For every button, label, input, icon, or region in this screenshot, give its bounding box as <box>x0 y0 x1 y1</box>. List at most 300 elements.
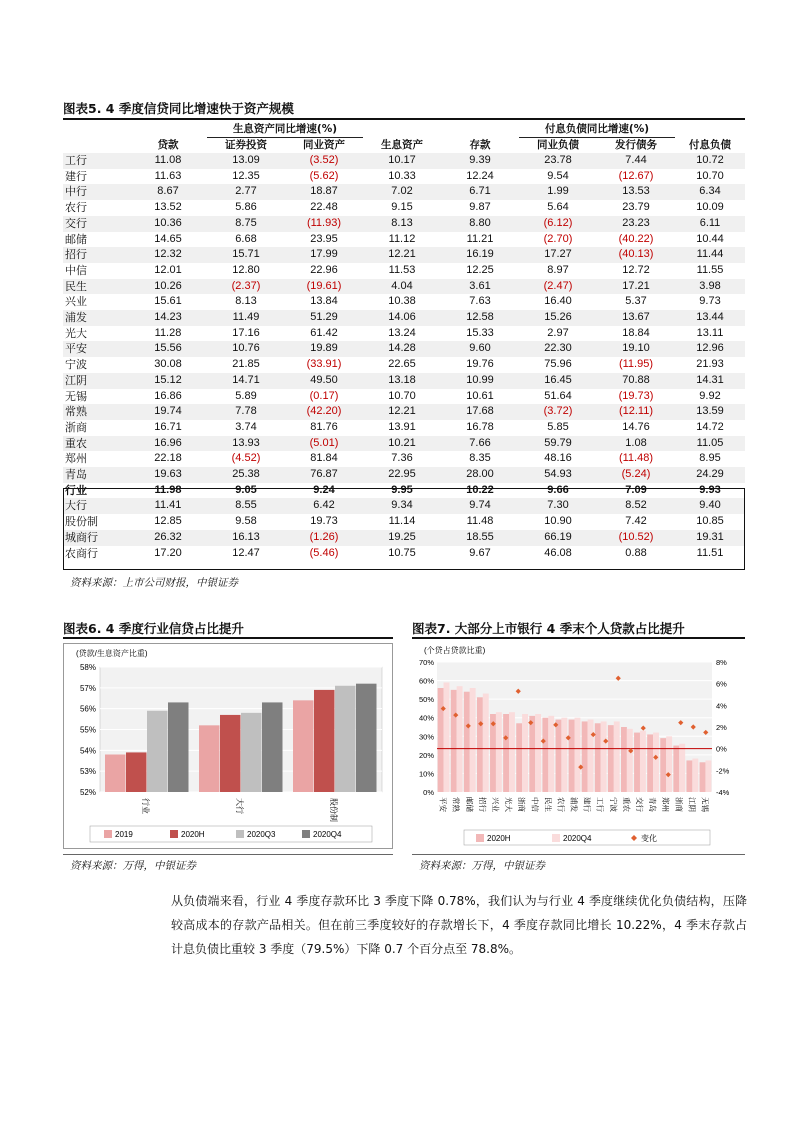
bank-name: 中信 <box>63 263 129 279</box>
table-row <box>63 247 745 263</box>
table-cell: 19.63 <box>129 467 207 483</box>
table-cell: 11.41 <box>129 498 207 514</box>
table-cell: 12.21 <box>363 247 441 263</box>
legend-swatch <box>552 834 560 842</box>
summary-box <box>63 488 745 570</box>
table-cell: 13.11 <box>675 326 745 342</box>
table-row <box>63 357 745 373</box>
bank-name: 行业 <box>63 483 129 499</box>
x-tick-label: 重农 <box>621 797 631 812</box>
table-cell: 16.78 <box>441 420 519 436</box>
table-cell: 9.66 <box>519 483 597 499</box>
table-cell: (5.01) <box>285 436 363 452</box>
bar <box>640 731 646 792</box>
bar <box>634 733 640 792</box>
table-cell: (0.17) <box>285 389 363 405</box>
table-cell: 59.79 <box>519 436 597 452</box>
table-cell: 13.91 <box>363 420 441 436</box>
table-cell: (40.22) <box>597 232 675 248</box>
table-cell: (1.26) <box>285 530 363 546</box>
table-cell: (11.48) <box>597 451 675 467</box>
table-cell: 18.87 <box>285 184 363 200</box>
table-cell: 11.05 <box>675 436 745 452</box>
bar <box>608 725 614 792</box>
table-cell: 16.71 <box>129 420 207 436</box>
table-cell: 17.16 <box>207 326 285 342</box>
x-tick-label: 农行 <box>556 797 566 812</box>
legend-label: 2019 <box>115 830 133 839</box>
bar <box>588 720 594 792</box>
legend-label: 2020H <box>487 834 511 843</box>
y-tick-label: 56% <box>79 704 96 714</box>
table-cell: 11.98 <box>129 483 207 499</box>
bar <box>686 760 692 792</box>
table-cell: 76.87 <box>285 467 363 483</box>
table-cell: 6.34 <box>675 184 745 200</box>
x-tick-label: 招行 <box>477 797 487 812</box>
table-cell: 7.66 <box>441 436 519 452</box>
table-cell: 5.64 <box>519 200 597 216</box>
table-cell: (11.95) <box>597 357 675 373</box>
table-cell: 9.39 <box>441 153 519 169</box>
table-cell: 11.48 <box>441 514 519 530</box>
figure6-svg <box>64 644 394 850</box>
bar <box>561 718 567 792</box>
bar <box>627 729 633 792</box>
figure7-svg <box>412 640 745 850</box>
bank-name: 农行 <box>63 200 129 216</box>
column-header: 生息资产 <box>381 138 423 151</box>
table-cell: 23.95 <box>285 232 363 248</box>
column-header: 同业负债 <box>537 139 579 151</box>
x-tick-label: 行业 <box>141 798 150 814</box>
bar <box>692 759 698 792</box>
table-cell: 10.99 <box>441 373 519 389</box>
table-cell: 19.10 <box>597 341 675 357</box>
y-tick-label-right: -2% <box>716 766 730 776</box>
table-cell: 12.32 <box>129 247 207 263</box>
table-cell: 10.21 <box>363 436 441 452</box>
column-header: 发行债务 <box>615 139 657 151</box>
bank-name: 青岛 <box>63 467 129 483</box>
bank-name: 工行 <box>63 153 129 169</box>
table-cell: 7.42 <box>597 514 675 530</box>
legend-swatch <box>104 830 112 838</box>
x-tick-label: 平安 <box>438 797 448 812</box>
table-cell: 10.38 <box>363 294 441 310</box>
bar <box>542 718 548 792</box>
table-cell: 11.53 <box>363 263 441 279</box>
table-cell: 2.97 <box>519 326 597 342</box>
bank-name: 民生 <box>63 279 129 295</box>
table-cell: 9.67 <box>441 546 519 562</box>
table-cell: 8.80 <box>441 216 519 232</box>
table-cell: 9.34 <box>363 498 441 514</box>
table-cell: 10.17 <box>363 153 441 169</box>
bar <box>470 688 476 792</box>
table-cell: 12.72 <box>597 263 675 279</box>
y-tick-label-left: 30% <box>418 732 434 742</box>
table-cell: 8.13 <box>207 294 285 310</box>
table-cell: 10.33 <box>363 169 441 185</box>
bank-name: 浙商 <box>63 420 129 436</box>
table-cell: 13.44 <box>675 310 745 326</box>
table-cell: 22.96 <box>285 263 363 279</box>
table-cell: 9.92 <box>675 389 745 405</box>
table-row <box>63 169 745 185</box>
table-row <box>63 326 745 342</box>
table-cell: 10.44 <box>675 232 745 248</box>
table-cell: 16.86 <box>129 389 207 405</box>
table-cell: 8.13 <box>363 216 441 232</box>
table-cell: 51.29 <box>285 310 363 326</box>
table-row <box>63 153 745 169</box>
table-cell: 3.61 <box>441 279 519 295</box>
blank-cell <box>63 138 129 154</box>
table-cell: (12.67) <box>597 169 675 185</box>
legend-label: 2020H <box>181 830 205 839</box>
table-cell: 70.88 <box>597 373 675 389</box>
table-cell: (5.24) <box>597 467 675 483</box>
table-cell: 8.95 <box>675 451 745 467</box>
table-cell: 81.76 <box>285 420 363 436</box>
table-cell: 14.23 <box>129 310 207 326</box>
bar <box>569 720 575 792</box>
table-cell: 19.73 <box>285 514 363 530</box>
table-cell: 8.67 <box>129 184 207 200</box>
legend-label: 变化 <box>641 834 657 843</box>
bar <box>464 692 470 792</box>
table-row <box>63 200 745 216</box>
table-cell: 14.31 <box>675 373 745 389</box>
x-tick-label: 工行 <box>595 797 605 812</box>
column-header: 付息负债 <box>689 138 731 151</box>
table-cell: 8.35 <box>441 451 519 467</box>
table-row <box>63 436 745 452</box>
x-tick-label: 江阴 <box>687 797 697 812</box>
bar <box>356 684 377 792</box>
bar <box>621 727 627 792</box>
bar <box>548 716 554 792</box>
table-cell: 14.72 <box>675 420 745 436</box>
bar <box>653 733 659 792</box>
table-row <box>63 263 745 279</box>
table-cell: 14.65 <box>129 232 207 248</box>
legend-swatch <box>170 830 178 838</box>
y-tick-label: 52% <box>79 788 96 797</box>
table-cell: 46.08 <box>519 546 597 562</box>
table-cell: 16.96 <box>129 436 207 452</box>
y-tick-label: 53% <box>79 767 96 777</box>
table-cell: 12.80 <box>207 263 285 279</box>
bar <box>535 714 541 792</box>
table-cell: 13.67 <box>597 310 675 326</box>
table-cell: 12.35 <box>207 169 285 185</box>
table-cell: 13.52 <box>129 200 207 216</box>
table-cell: 49.50 <box>285 373 363 389</box>
table-cell: 11.12 <box>363 232 441 248</box>
table-cell: 6.71 <box>441 184 519 200</box>
bar <box>262 702 283 792</box>
table-cell: 5.86 <box>207 200 285 216</box>
bar <box>220 715 241 792</box>
bank-name: 农商行 <box>63 546 129 562</box>
table-cell: 14.71 <box>207 373 285 389</box>
legend-swatch <box>236 830 244 838</box>
y-tick-label-right: 0% <box>716 744 727 754</box>
table-cell: 11.49 <box>207 310 285 326</box>
table-cell: (11.93) <box>285 216 363 232</box>
bank-name: 宁波 <box>63 357 129 373</box>
table-cell: 19.31 <box>675 530 745 546</box>
table-cell: 9.24 <box>285 483 363 499</box>
table-cell: 12.47 <box>207 546 285 562</box>
table-cell: 15.12 <box>129 373 207 389</box>
chart-subtitle: (贷款/生息资产比重) <box>76 649 148 658</box>
table-cell: 17.99 <box>285 247 363 263</box>
table-cell: 19.76 <box>441 357 519 373</box>
bank-name: 中行 <box>63 184 129 200</box>
bank-name: 大行 <box>63 498 129 514</box>
table-row <box>63 451 745 467</box>
table-row <box>63 216 745 232</box>
bar <box>556 720 562 792</box>
table-cell: (5.62) <box>285 169 363 185</box>
table5-source: 资料来源：上市公司财报，中银证券 <box>70 577 238 589</box>
table-cell: 10.22 <box>441 483 519 499</box>
figure7-chart <box>412 640 745 850</box>
x-tick-label: 浦发 <box>569 797 579 812</box>
y-tick-label: 58% <box>79 663 96 672</box>
column-header: 证券投资 <box>225 139 267 151</box>
table-cell: 17.20 <box>129 546 207 562</box>
table-cell: 11.51 <box>675 546 745 562</box>
x-tick-label: 建行 <box>582 797 592 812</box>
table-cell: 12.01 <box>129 263 207 279</box>
table-cell: 75.96 <box>519 357 597 373</box>
bank-name: 招行 <box>63 247 129 263</box>
figure6-chart <box>63 643 393 849</box>
table-cell: 23.79 <box>597 200 675 216</box>
bar <box>601 721 607 792</box>
table-cell: 3.98 <box>675 279 745 295</box>
table-cell: (2.37) <box>207 279 285 295</box>
bar <box>673 746 679 792</box>
y-tick-label-right: 6% <box>716 679 727 689</box>
figure6-caption: 图表6. 4 季度行业信贷占比提升 <box>63 621 244 636</box>
x-tick-label: 宁波 <box>608 797 618 812</box>
bank-name: 兴业 <box>63 294 129 310</box>
table-cell: 9.74 <box>441 498 519 514</box>
bank-name: 平安 <box>63 341 129 357</box>
table-cell: 22.65 <box>363 357 441 373</box>
table-cell: 9.95 <box>363 483 441 499</box>
table-cell: 10.85 <box>675 514 745 530</box>
y-tick-label-left: 10% <box>418 769 434 779</box>
figure7-bottom-rule <box>412 854 745 855</box>
y-tick-label-left: 50% <box>418 695 434 705</box>
table-cell: (2.47) <box>519 279 597 295</box>
blank-cell <box>441 122 519 138</box>
body-paragraph: 从负债端来看，行业 4 季度存款环比 3 季度下降 0.78%，我们认为与行业 4 季度继续优化负债结构，压降较高成本的存款产品相关。但在前三季度较好的存款增长下，4 季度存款同比增长 10.22%，4 季末存款占计息负债比重较 3 季度（79.5%）下降 0.7 个百分点至 78.8%。 <box>171 894 747 956</box>
table-cell: 11.63 <box>129 169 207 185</box>
x-tick-label: 常熟 <box>451 797 461 812</box>
table-cell: 16.40 <box>519 294 597 310</box>
table-cell: 11.08 <box>129 153 207 169</box>
table-row <box>63 341 745 357</box>
x-tick-label: 光大 <box>504 797 514 812</box>
table-row <box>63 232 745 248</box>
table-cell: 7.63 <box>441 294 519 310</box>
table-cell: 19.89 <box>285 341 363 357</box>
table-cell: 23.23 <box>597 216 675 232</box>
table-cell: 30.08 <box>129 357 207 373</box>
x-tick-label: 浙商 <box>517 797 527 812</box>
table-cell: 18.55 <box>441 530 519 546</box>
table-cell: 10.26 <box>129 279 207 295</box>
table-cell: 12.85 <box>129 514 207 530</box>
bar <box>126 752 147 792</box>
bar <box>679 744 685 792</box>
bank-name: 浦发 <box>63 310 129 326</box>
table-cell: 21.93 <box>675 357 745 373</box>
table-cell: 7.78 <box>207 404 285 420</box>
table-row <box>63 389 745 405</box>
y-tick-label: 57% <box>79 683 96 693</box>
table-cell: 10.61 <box>441 389 519 405</box>
chart-subtitle: (个贷占贷款比重) <box>424 646 486 655</box>
table-cell: 16.45 <box>519 373 597 389</box>
x-tick-label: 交行 <box>635 797 645 812</box>
y-tick-label-right: 4% <box>716 701 727 711</box>
y-tick-label-left: 20% <box>418 750 434 760</box>
figure7-caption: 图表7. 大部分上市银行 4 季末个人贷款占比提升 <box>412 621 685 636</box>
x-tick-label: 浙商 <box>674 797 684 812</box>
table-cell: 10.36 <box>129 216 207 232</box>
bar <box>199 725 220 792</box>
table-cell: (4.52) <box>207 451 285 467</box>
bank-name: 交行 <box>63 216 129 232</box>
table-cell: (6.12) <box>519 216 597 232</box>
blank-cell <box>675 122 745 138</box>
table-row <box>63 373 745 389</box>
figure7-source: 资料来源：万得，中银证券 <box>419 860 545 872</box>
bar <box>700 762 706 792</box>
table-cell: 5.85 <box>519 420 597 436</box>
table-cell: 24.29 <box>675 467 745 483</box>
bar <box>660 738 666 792</box>
table-cell: (3.72) <box>519 404 597 420</box>
bar <box>575 718 581 792</box>
table-cell: 2.77 <box>207 184 285 200</box>
table-cell: (19.73) <box>597 389 675 405</box>
table-cell: 7.09 <box>597 483 675 499</box>
table-cell: 10.09 <box>675 200 745 216</box>
y-tick-label-left: 70% <box>418 658 434 667</box>
table-cell: (40.13) <box>597 247 675 263</box>
bar <box>595 723 601 792</box>
table-cell: (12.11) <box>597 404 675 420</box>
bank-name: 光大 <box>63 326 129 342</box>
table-cell: 10.70 <box>675 169 745 185</box>
table-cell: 12.25 <box>441 263 519 279</box>
table-cell: 15.33 <box>441 326 519 342</box>
table-cell: 10.75 <box>363 546 441 562</box>
table-cell: 23.78 <box>519 153 597 169</box>
table-cell: (3.52) <box>285 153 363 169</box>
figure6-top-rule <box>63 637 393 639</box>
table-cell: 7.02 <box>363 184 441 200</box>
bar <box>147 711 168 792</box>
table-cell: 25.38 <box>207 467 285 483</box>
table-cell: 19.74 <box>129 404 207 420</box>
bar <box>444 682 450 792</box>
table-cell: 81.84 <box>285 451 363 467</box>
table-cell: 11.55 <box>675 263 745 279</box>
table-cell: 22.95 <box>363 467 441 483</box>
bar <box>522 714 528 792</box>
table-row <box>63 420 745 436</box>
x-tick-label: 邮储 <box>464 797 474 812</box>
table-cell: 13.93 <box>207 436 285 452</box>
group-header-row <box>63 122 745 138</box>
table-cell: 8.55 <box>207 498 285 514</box>
figure7-top-rule <box>412 637 745 639</box>
legend-swatch <box>302 830 310 838</box>
bar <box>168 702 189 792</box>
y-tick-label-right: 2% <box>716 723 727 732</box>
y-tick-label-left: 40% <box>418 713 434 723</box>
column-header-row <box>63 138 745 154</box>
table-cell: 16.19 <box>441 247 519 263</box>
y-tick-label-left: 0% <box>423 788 434 797</box>
table-cell: 11.28 <box>129 326 207 342</box>
table-cell: 61.42 <box>285 326 363 342</box>
bar <box>705 760 711 792</box>
table-cell: 13.24 <box>363 326 441 342</box>
table-cell: (5.46) <box>285 546 363 562</box>
table-cell: 9.87 <box>441 200 519 216</box>
table-cell: 22.48 <box>285 200 363 216</box>
blank-cell <box>363 122 441 138</box>
bank-name: 股份制 <box>63 514 129 530</box>
table-cell: 11.44 <box>675 247 745 263</box>
table-row <box>63 294 745 310</box>
table-cell: 22.18 <box>129 451 207 467</box>
x-tick-label: 无锡 <box>700 797 710 812</box>
bank-name: 邮储 <box>63 232 129 248</box>
table-cell: 9.58 <box>207 514 285 530</box>
bar <box>529 716 535 792</box>
bar <box>516 723 522 792</box>
bank-name: 郑州 <box>63 451 129 467</box>
table-cell: 1.99 <box>519 184 597 200</box>
column-header: 同业资产 <box>303 139 345 151</box>
table-cell: 10.72 <box>675 153 745 169</box>
table-cell: 9.54 <box>519 169 597 185</box>
table-cell: 18.84 <box>597 326 675 342</box>
bar <box>314 690 335 792</box>
x-tick-label: 兴业 <box>490 797 500 812</box>
bar <box>483 694 489 792</box>
y-tick-label-right: 8% <box>716 658 727 667</box>
table-cell: 6.42 <box>285 498 363 514</box>
table-row <box>63 404 745 420</box>
bar <box>105 755 126 793</box>
table-cell: 21.85 <box>207 357 285 373</box>
table-row <box>63 310 745 326</box>
table-cell: 16.13 <box>207 530 285 546</box>
